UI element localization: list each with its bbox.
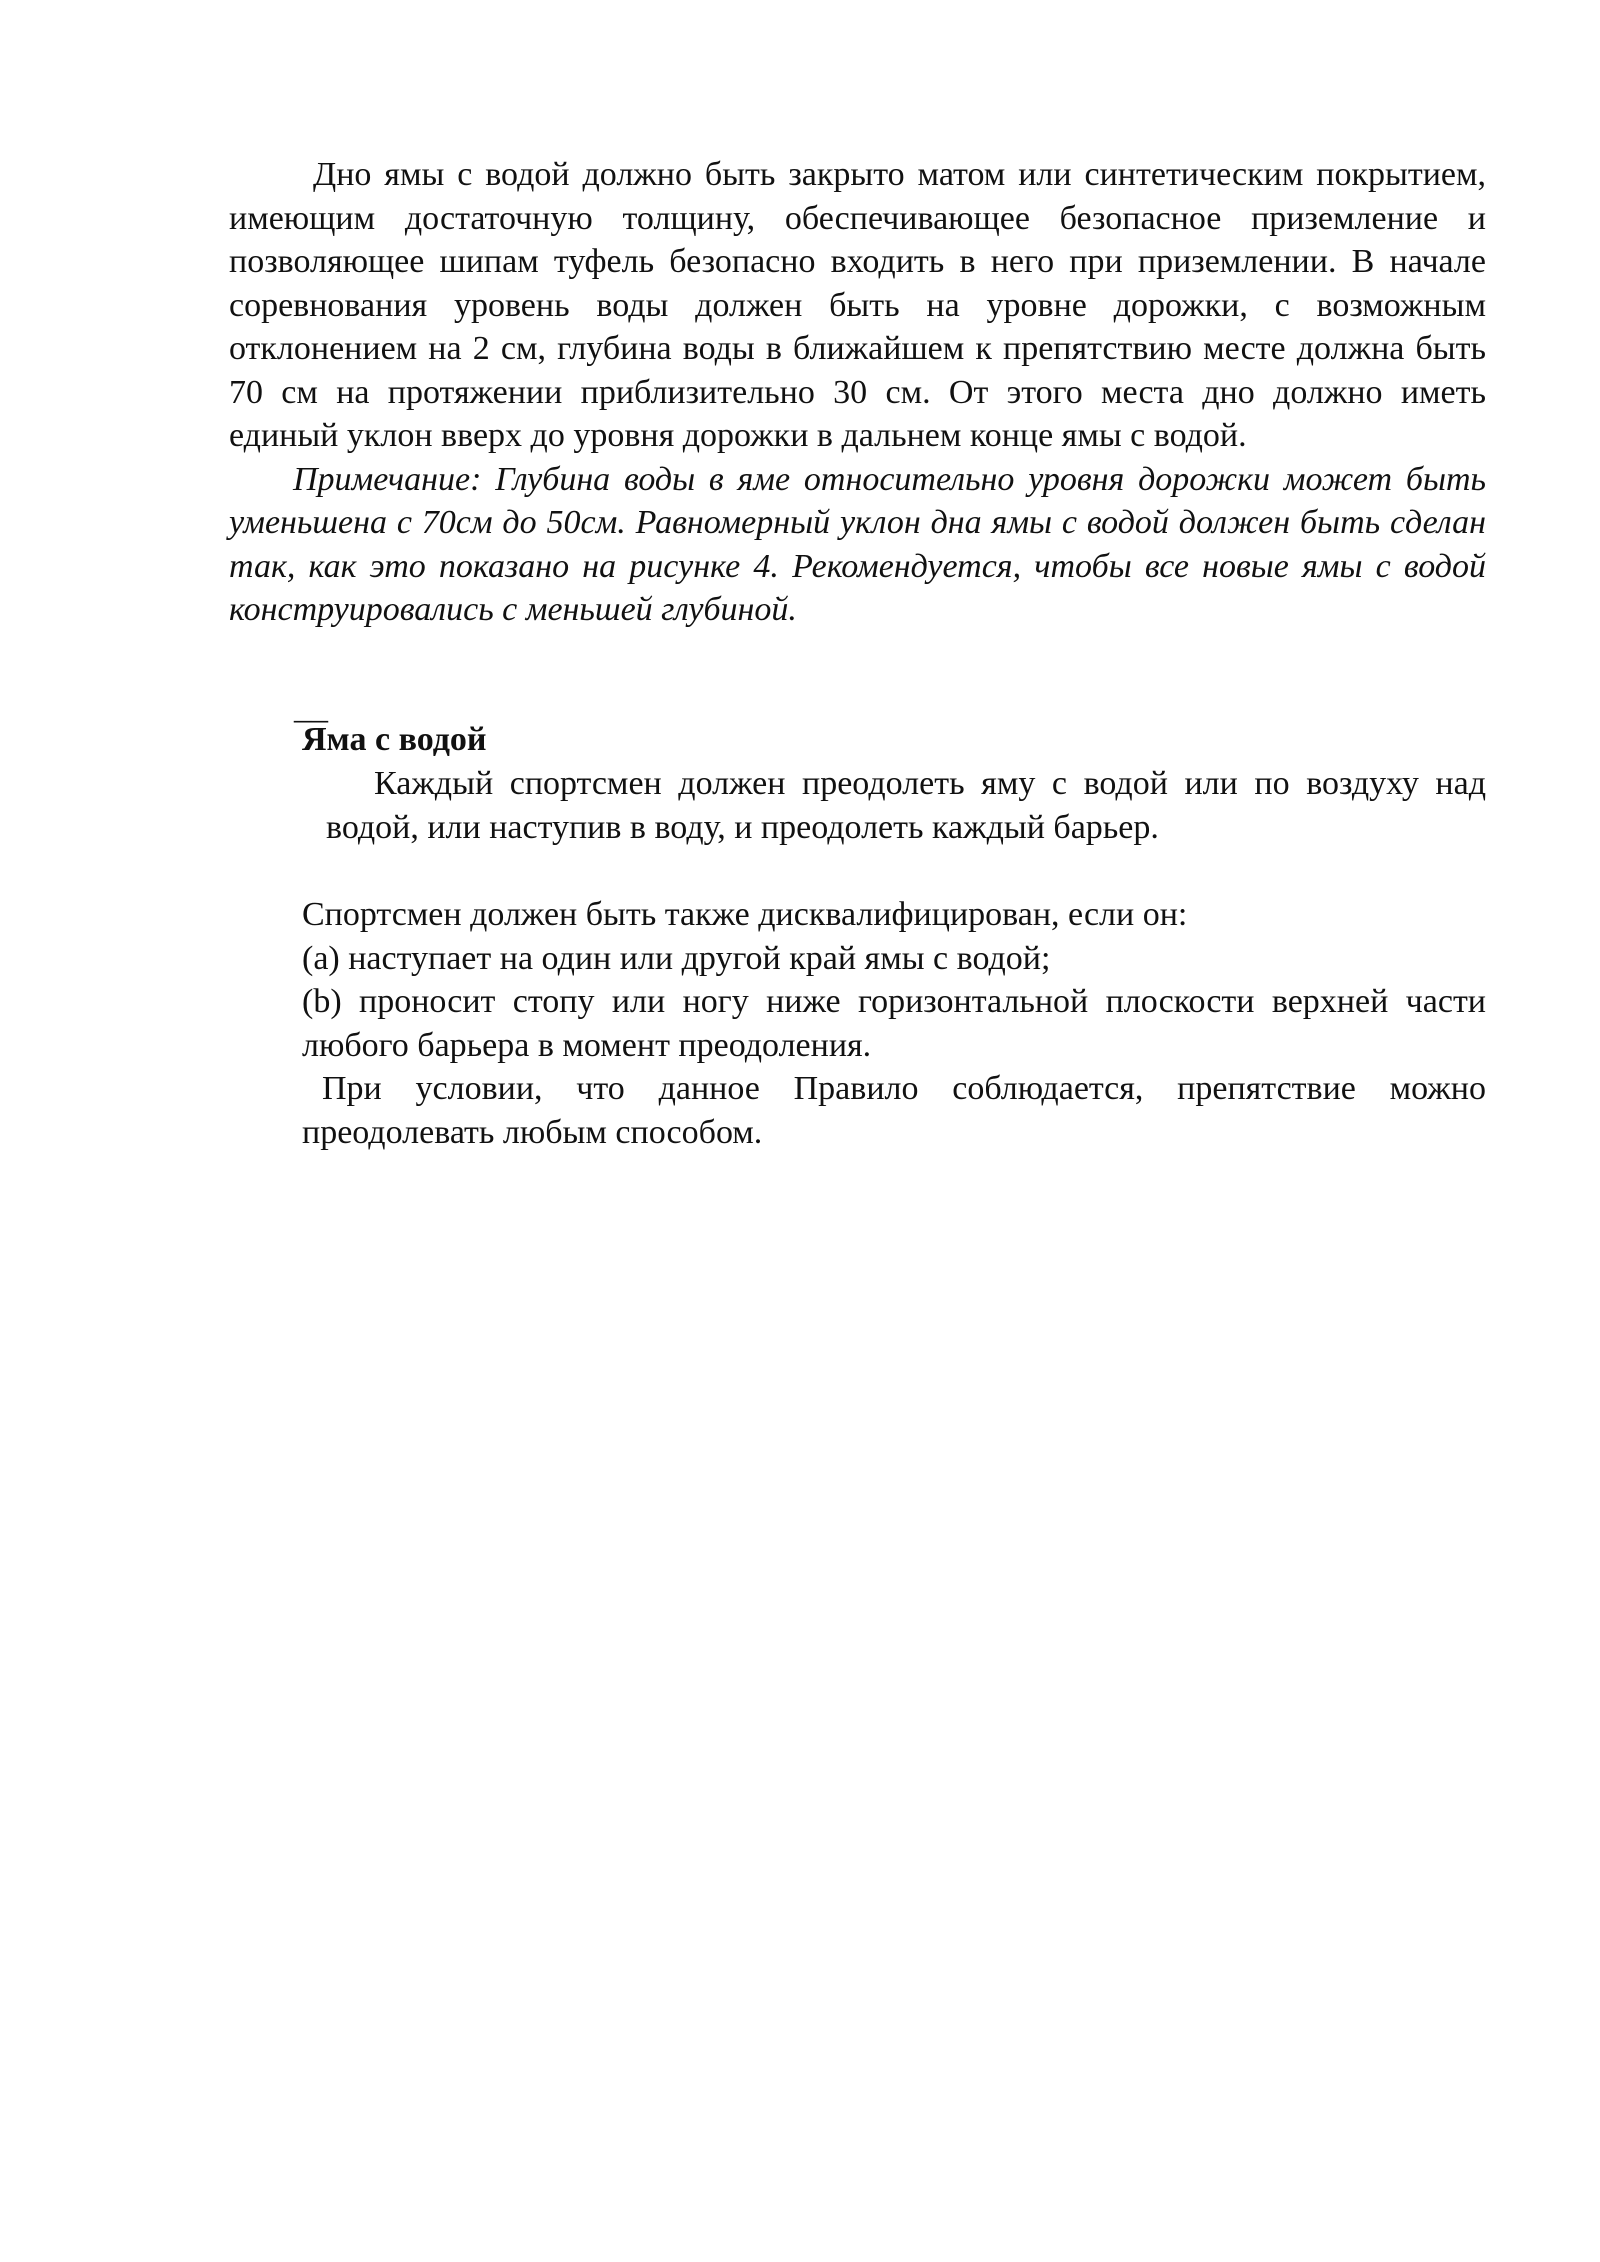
disqualification-section	[302, 893, 1486, 1154]
paragraph-pit-bottom: Дно ямы с водой должно быть закрыто матом или синтетическим покрытием, имеющим достаточную толщину, обеспечивающее безопасное приземление и позволяющее шипам туфель безопасно входить в него при приземлении. В начале соревнования уровень воды должен быть на уровне дорожки, с возможным отклонением на 2 см, глубина воды в ближайшем к препятствию месте должна быть 70 см на протяжении приблизительно 30 см. От этого места дно должно иметь единый уклон вверх до уровня дорожки в дальнем конце ямы с водой.	[229, 156, 1486, 454]
disqualification-item-b: (b) проносит стопу или ногу ниже горизонтальной плоскости верхней части любого барьера в момент преодоления.	[302, 983, 1486, 1064]
paragraph-every-athlete: Каждый спортсмен должен преодолеть яму с водой или по воздуху над водой, или наступив в воду, и преодолеть каждый барьер.	[326, 765, 1486, 846]
note-paragraph: Примечание: Глубина воды в яме относительно уровня дорожки может быть уменьшена с 70см до 50см. Равномерный уклон дна ямы с водой должен быть сделан так, как это показано на рисунке 4. Рекомендуется, чтобы все новые ямы с водой конструировались с меньшей глубиной.	[229, 460, 1486, 628]
dash-mark: __	[294, 689, 328, 726]
water-pit-bottom-section	[229, 153, 1486, 632]
disqualification-intro: Спортсмен должен быть также дисквалифицирован, если он:	[302, 896, 1188, 933]
water-jump-rule-section	[302, 762, 1486, 849]
condition-paragraph: При условии, что данное Правило соблюдается, препятствие можно преодолевать любым способом.	[302, 1070, 1486, 1151]
section-heading: Яма с водой	[302, 721, 487, 758]
disqualification-item-a: (a) наступает на один или другой край ямы с водой;	[302, 939, 1051, 977]
